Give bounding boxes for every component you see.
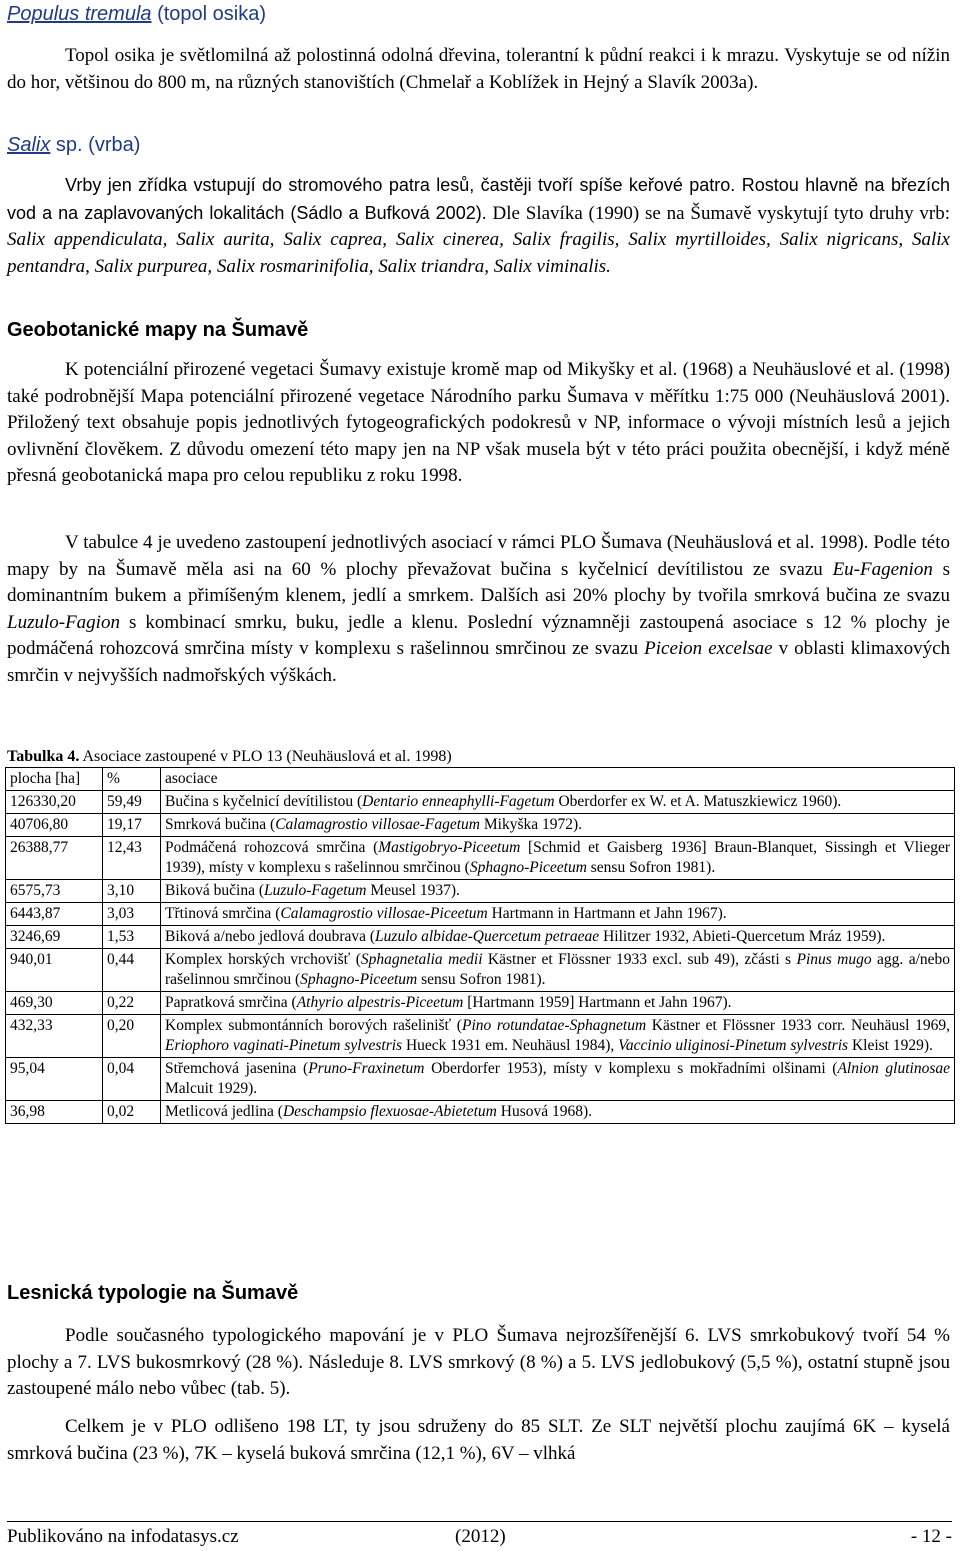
table-row <box>6 1058 955 1101</box>
footer-divider <box>7 1521 952 1522</box>
cell-association: Komplex submontánních borových rašelinišť (Pino rotundatae-Sphagnetum Kästner et Flössner 1933 corr. Neuhäusl 1969, Eriophoro vaginati-Pinetum sylvestris Hueck 1931 em. Neuhäusl 1984), Vaccinio uliginosi-Pinetum sylvestris Kleist 1929). <box>161 1015 955 1058</box>
cell-association: Střemchová jasenina (Pruno-Fraxinetum Oberdorfer 1953), místy v komplexu s mokřadními olšinami (Alnion glutinosae Malcuit 1929). <box>161 1058 955 1101</box>
paragraph-populus: Topol osika je světlomilná až polostinná odolná dřevina, tolerantní k půdní reakci i k mrazu. Vyskytuje se od nížin do hor, většinou do 800 m, na různých stanovištích (Chmelař a Koblížek in Hejný a Slavík 2003a). <box>7 45 950 93</box>
cell-area: 95,04 <box>6 1058 103 1101</box>
header-area: plocha [ha] <box>6 768 103 791</box>
paragraph-salix: Vrby jen zřídka vstupují do stromového patra lesů, častěji tvoří spíše keřové patro. Rostou hlavně na březích vod a na zaplavovaných lokalitách (Sádlo a Bufková 2002). Dle Slavíka (1990) se na Šumavě vyskytují tyto druhy vrb: Salix appendiculata, Salix aurita, Salix caprea, Salix cinerea, Salix fragilis, Salix myrtilloides, Salix nigricans, Salix pentandra, Salix purpurea, Salix rosmarinifolia, Salix triandra, Salix viminalis. <box>7 175 951 277</box>
cell-area: 940,01 <box>6 949 103 992</box>
cell-association: Komplex horských vrchovišť (Sphagnetalia medii Kästner et Flössner 1933 excl. sub 49), zčásti s Pinus mugo agg. a/nebo rašelinnou smrčinou (Sphagno-Piceetum sensu Sofron 1981). <box>161 949 955 992</box>
cell-association: Bučina s kyčelnicí devítilistou (Dentario enneaphylli-Fagetum Oberdorfer ex W. et A. Matuszkiewicz 1960). <box>161 791 955 814</box>
section-heading-lesnicka-typologie: Lesnická typologie na Šumavě <box>7 1282 299 1304</box>
table-row <box>6 926 955 949</box>
footer-published: Publikováno na infodatasys.cz <box>7 1526 239 1547</box>
header-association: asociace <box>161 768 955 791</box>
table-caption: Tabulka 4. Asociace zastoupené v PLO 13 (Neuhäuslová et al. 1998) <box>7 748 452 765</box>
table-row <box>6 1101 955 1124</box>
cell-percent: 3,03 <box>103 903 161 926</box>
cell-area: 40706,80 <box>6 814 103 837</box>
table-row <box>6 880 955 903</box>
cell-association: Podmáčená rohozcová smrčina (Mastigobryo-Piceetum [Schmid et Gaisberg 1936] Braun-Blanquet, Sissingh et Vlieger 1939), místy v komplexu s rašelinnou smrčinou (Sphagno-Piceetum sensu Sofron 1981). <box>161 837 955 880</box>
cell-association: Papratková smrčina (Athyrio alpestris-Piceetum [Hartmann 1959] Hartmann et Jahn 1967). <box>161 992 955 1015</box>
paragraph-lesnicka-1: Podle současného typologického mapování je v PLO Šumava nejrozšířenější 6. LVS smrkobukový tvoří 54 % plochy a 7. LVS bukosmrkový (28 %). Následuje 8. LVS smrkový (8 %) a 5. LVS jedlobukový (5,5 %), ostatní stupně jsou zastoupené málo nebo vůbec (tab. 5). <box>7 1325 950 1399</box>
paragraph-geobot-2: V tabulce 4 je uvedeno zastoupení jednotlivých asociací v rámci PLO Šumava (Neuhäuslová et al. 1998). Podle této mapy by na Šumavě měla asi na 60 % plochy převažovat bučina s kyčelnicí devítilistou ze svazu Eu-Fagenion s dominantním bukem a přimíšeným klenem, jedlí a smrkem. Dalších asi 20% plochy by tvořila smrková bučina ze svazu Luzulo-Fagion s kombinací smrku, buku, jedle a klenu. Poslední významněji zastoupená asociace s 12 % plochy je podmáčená rohozcová smrčina místy v komplexu s rašelinnou smrčinou ze svazu Piceion excelsae v oblasti klimaxových smrčin v nejvyšších nadmořských výškách. <box>7 532 951 686</box>
cell-area: 432,33 <box>6 1015 103 1058</box>
cell-association: Biková a/nebo jedlová doubrava (Luzulo albidae-Quercetum petraeae Hilitzer 1932, Abieti-Quercetum Mráz 1959). <box>161 926 955 949</box>
page-number: - 12 - <box>910 1526 952 1547</box>
cell-percent: 1,53 <box>103 926 161 949</box>
cell-area: 3246,69 <box>6 926 103 949</box>
cell-association: Smrková bučina (Calamagrostio villosae-Fagetum Mikyška 1972). <box>161 814 955 837</box>
table-row <box>6 949 955 992</box>
cell-area: 469,30 <box>6 992 103 1015</box>
header-percent: % <box>103 768 161 791</box>
cell-association: Třtinová smrčina (Calamagrostio villosae-Piceetum Hartmann in Hartmann et Jahn 1967). <box>161 903 955 926</box>
cell-percent: 59,49 <box>103 791 161 814</box>
cell-percent: 0,02 <box>103 1101 161 1124</box>
cell-percent: 19,17 <box>103 814 161 837</box>
cell-percent: 0,44 <box>103 949 161 992</box>
cell-area: 126330,20 <box>6 791 103 814</box>
section-heading-geobotanicke-mapy: Geobotanické mapy na Šumavě <box>7 319 309 341</box>
cell-percent: 0,04 <box>103 1058 161 1101</box>
cell-percent: 3,10 <box>103 880 161 903</box>
table-row <box>6 837 955 880</box>
cell-percent: 12,43 <box>103 837 161 880</box>
cell-percent: 0,20 <box>103 1015 161 1058</box>
cell-association: Biková bučina (Luzulo-Fagetum Meusel 1937). <box>161 880 955 903</box>
table-header-row <box>6 768 955 791</box>
table-row <box>6 814 955 837</box>
table-row <box>6 992 955 1015</box>
cell-area: 6443,87 <box>6 903 103 926</box>
table-row <box>6 1015 955 1058</box>
cell-area: 26388,77 <box>6 837 103 880</box>
table-row <box>6 903 955 926</box>
cell-area: 36,98 <box>6 1101 103 1124</box>
section-heading-salix: Salix sp. (vrba) <box>7 134 141 156</box>
table-row <box>6 791 955 814</box>
cell-percent: 0,22 <box>103 992 161 1015</box>
association-table <box>5 767 955 1124</box>
paragraph-geobot-1: K potenciální přirozené vegetaci Šumavy existuje kromě map od Mikyšky et al. (1968) a Neuhäuslové et al. (1998) také podrobnější Mapa potenciální přirozené vegetace Národního parku Šumava v měřítku 1:75 000 (Neuhäuslová 2001). Přiložený text obsahuje popis jednotlivých fytogeografických podokresů v NP, informace o vývoji místních lesů a jejich ovlivnění člověkem. Z důvodu omezení této mapy jen na NP však musela být v této práci použita obecnější, i když méně přesná geobotanická mapa pro celou republiku z roku 1998. <box>7 359 950 486</box>
cell-area: 6575,73 <box>6 880 103 903</box>
section-heading-populus: Populus tremula (topol osika) <box>7 3 267 25</box>
paragraph-lesnicka-2: Celkem je v PLO odlišeno 198 LT, ty jsou sdruženy do 85 SLT. Ze SLT největší plochu zaujímá 6K – kyselá smrková bučina (23 %), 7K – kyselá buková smrčina (12,1 %), 6V – vlhká <box>7 1416 950 1464</box>
footer-year: (2012) <box>455 1526 506 1547</box>
cell-association: Metlicová jedlina (Deschampsio flexuosae-Abietetum Husová 1968). <box>161 1101 955 1124</box>
